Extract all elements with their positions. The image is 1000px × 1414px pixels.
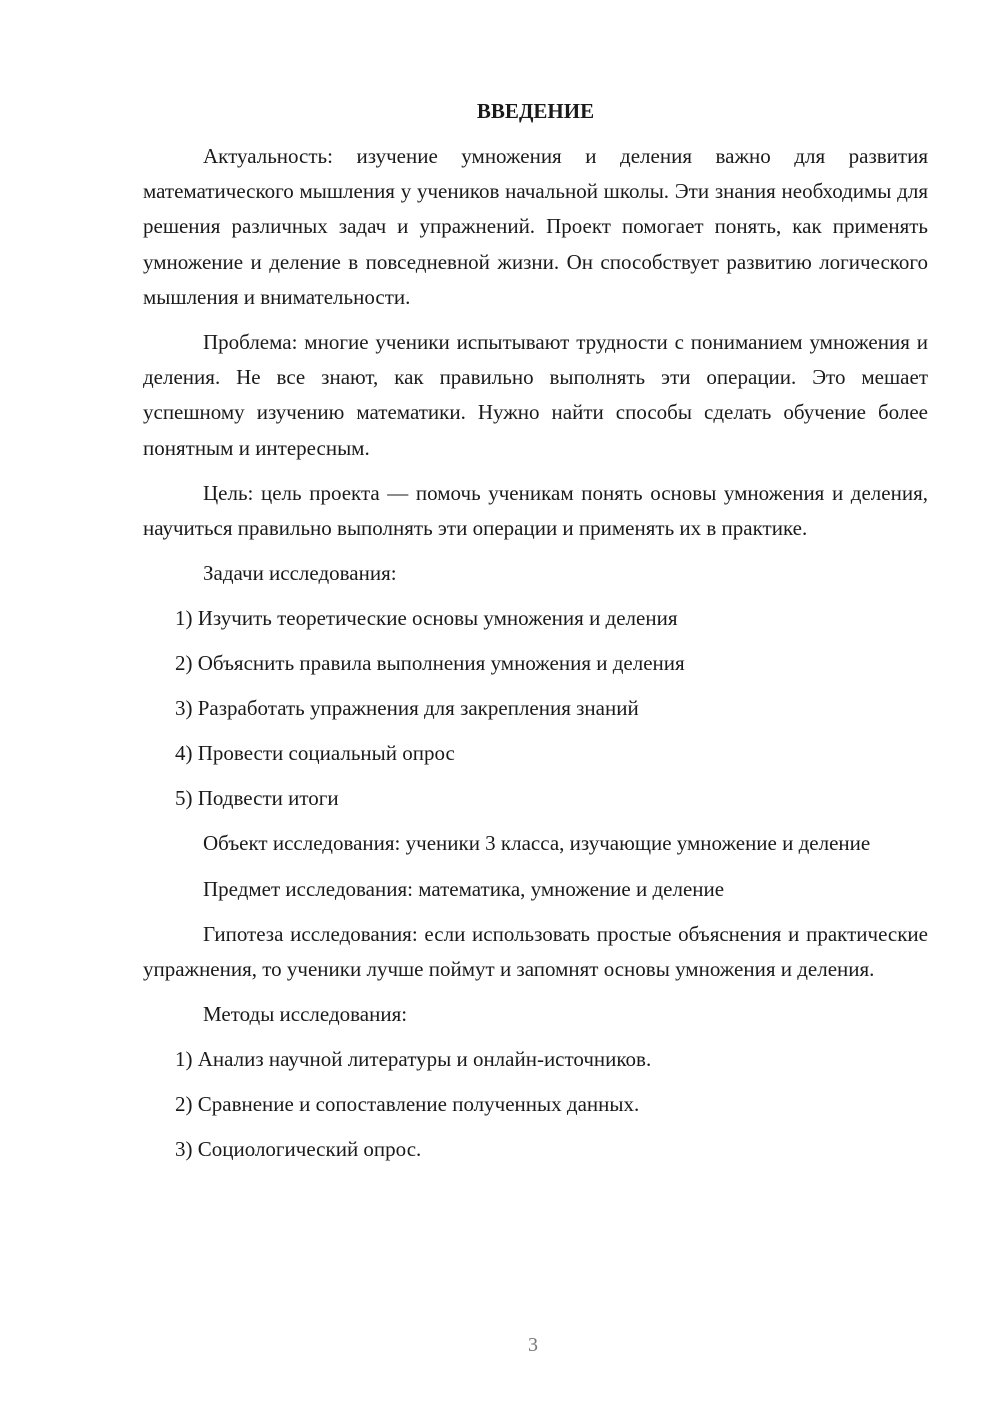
object-paragraph: Объект исследования: ученики 3 класса, изучающие умножение и деление bbox=[203, 831, 871, 856]
task-item-2: 2) Объяснить правила выполнения умножения и деления bbox=[175, 651, 685, 676]
task-item-5: 5) Подвести итоги bbox=[175, 786, 339, 811]
task-item-4: 4) Провести социальный опрос bbox=[175, 741, 455, 766]
task-item-1: 1) Изучить теоретические основы умножения и деления bbox=[175, 606, 678, 631]
page-number: 3 bbox=[528, 1334, 538, 1356]
goal-paragraph: Цель: цель проекта — помочь ученикам понять основы умножения и деления, научиться правильно выполнять эти операции и применять их в практике. bbox=[143, 480, 928, 541]
method-item-2: 2) Сравнение и сопоставление полученных данных. bbox=[175, 1092, 640, 1117]
methods-heading: Методы исследования: bbox=[203, 1002, 408, 1027]
method-item-3: 3) Социологический опрос. bbox=[175, 1137, 422, 1162]
problem-paragraph: Проблема: многие ученики испытывают трудности с пониманием умножения и деления. Не все знают, как правильно выполнять эти операции. Это мешает успешному изучению математики. Нужно найти способы сделать обучение более понятным и интересным. bbox=[143, 330, 928, 460]
relevance-paragraph: Актуальность: изучение умножения и деления важно для развития математического мышления у учеников начальной школы. Эти знания необходимы для решения различных задач и упражнений. Проект помогает понять, как применять умножение и деление в повседневной жизни. Он способствует развитию логического мышления и внимательности. bbox=[143, 144, 928, 309]
page-title: ВВЕДЕНИЕ bbox=[476, 99, 595, 123]
subject-paragraph: Предмет исследования: математика, умножение и деление bbox=[203, 876, 725, 901]
method-item-1: 1) Анализ научной литературы и онлайн-источников. bbox=[175, 1047, 652, 1072]
page-content bbox=[143, 94, 928, 1177]
task-item-3: 3) Разработать упражнения для закрепления знаний bbox=[175, 696, 639, 721]
tasks-heading: Задачи исследования: bbox=[203, 561, 397, 586]
hypothesis-paragraph: Гипотеза исследования: если использовать простые объяснения и практические упражнения, то ученики лучше поймут и запомнят основы умножения и деления. bbox=[143, 921, 928, 982]
